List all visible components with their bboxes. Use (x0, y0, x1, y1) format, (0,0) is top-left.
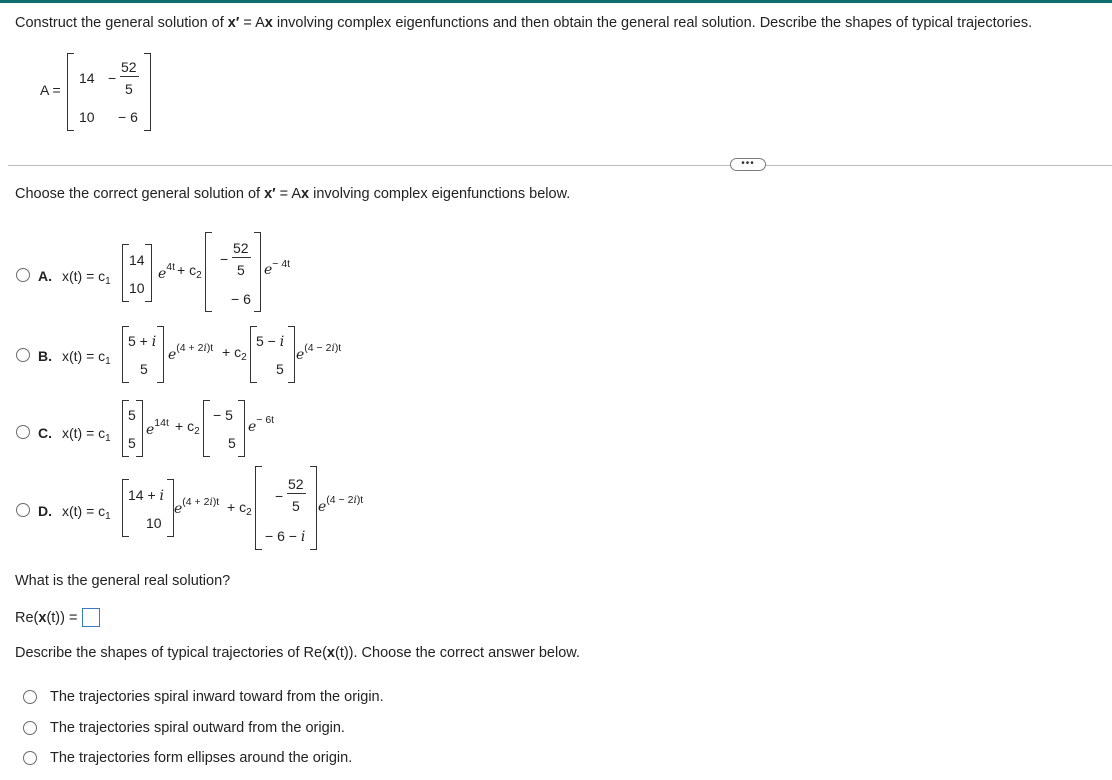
option-d-v1-bot: 10 (146, 515, 162, 531)
matrix-a-r2c2: − 6 (118, 109, 138, 125)
option-b-lhs: $x(t) = c_1$ (62, 348, 111, 367)
matrix-a-r1c1: 14 (79, 70, 95, 86)
option-b-radio[interactable] (16, 348, 30, 362)
trajectory-option-2-radio[interactable] (23, 721, 37, 735)
question-general-solution: Choose the correct general solution of x′ = Ax involving complex eigenfunctions below. (15, 186, 571, 202)
trajectory-option-3-radio[interactable] (23, 751, 37, 765)
option-b-v2-bot: 5 (276, 361, 284, 377)
matrix-a-r2c1: 10 (79, 109, 95, 125)
section-divider (8, 165, 1112, 166)
option-b-v1-bot: 5 (140, 361, 148, 377)
option-b-plus: + $c_2$ (222, 344, 247, 363)
question-real-solution: What is the general real solution? (15, 573, 231, 589)
matrix-a-label: A = (40, 82, 61, 98)
option-c-v2-bot: 5 (228, 435, 236, 451)
option-d-v2-bot: − 6 − i (265, 528, 306, 545)
option-d-letter: D. (38, 503, 52, 519)
more-button[interactable]: ••• (730, 158, 766, 171)
option-c-v1-top: 5 (128, 407, 136, 423)
option-a-v1-top: 14 (129, 252, 145, 268)
option-d-exp2: $e^{(4 - 2i)t}$ (318, 494, 364, 515)
option-a-letter: A. (38, 268, 52, 284)
trajectory-option-1-label: The trajectories spiral inward toward from the origin. (50, 689, 384, 705)
option-a-lhs: $x(t) = c_1$ (62, 268, 111, 287)
option-d-plus: + $c_2$ (227, 499, 252, 518)
option-d-v2-num: 52 (288, 476, 304, 492)
trajectory-option-1-radio[interactable] (23, 690, 37, 704)
option-c-v2-top: − 5 (213, 407, 233, 423)
option-c-plus: + $c_2$ (175, 418, 200, 437)
option-b-v2-top: 5 − i (256, 333, 285, 350)
option-c-exp1: $e^{14t}$ (146, 417, 169, 438)
option-b-letter: B. (38, 348, 52, 364)
option-a-radio[interactable] (16, 268, 30, 282)
matrix-a-r1c2-num: 52 (121, 59, 137, 75)
top-accent-bar (0, 0, 1112, 3)
option-c-lhs: $x(t) = c_1$ (62, 425, 111, 444)
real-solution-answer-input[interactable] (82, 608, 100, 627)
trajectory-option-2-label: The trajectories spiral outward from the origin. (50, 720, 345, 736)
option-d-v1-top: 14 + i (128, 487, 165, 504)
matrix-a-r1c2-sign: − (108, 70, 117, 86)
fraction-line (232, 257, 251, 258)
option-d-v2-sign: − (275, 488, 284, 504)
option-c-exp2: $e^{- 6t}$ (248, 414, 275, 435)
fraction-line (120, 76, 139, 77)
trajectory-option-3-label: The trajectories form ellipses around the origin. (50, 750, 353, 766)
option-d-radio[interactable] (16, 503, 30, 517)
question-trajectory-shapes: Describe the shapes of typical trajectories of Re(x(t)). Choose the correct answer below. (15, 645, 580, 661)
option-a-exp1: $e^{4t}$ (158, 261, 176, 282)
fraction-line (287, 493, 306, 494)
re-x-label: Re(x(t)) = (15, 610, 78, 626)
option-c-letter: C. (38, 425, 52, 441)
option-a-v2-num: 52 (233, 240, 249, 256)
option-c-v1-bot: 5 (128, 435, 136, 451)
option-a-v2-den: 5 (237, 262, 245, 278)
option-d-exp1: $e^{(4 + 2i)t}$ (174, 496, 220, 517)
problem-statement: Construct the general solution of x′ = Ax involving complex eigenfunctions and then obtain the general real solution. Describe the shapes of typical trajectories. (15, 15, 1033, 31)
option-d-lhs: $x(t) = c_1$ (62, 503, 111, 522)
option-b-exp2: $e^{(4 - 2i)t}$ (296, 342, 342, 363)
option-d-v2-den: 5 (292, 498, 300, 514)
option-a-v2-sign: − (220, 251, 229, 267)
option-b-exp1: $e^{(4 + 2i)t}$ (168, 342, 214, 363)
option-a-exp2: $e^{- 4t}$ (264, 258, 291, 278)
matrix-a-r1c2-den: 5 (125, 81, 133, 97)
option-a-v2-bot: − 6 (231, 291, 251, 307)
option-c-radio[interactable] (16, 425, 30, 439)
option-b-v1-top: 5 + i (128, 333, 157, 350)
option-a-v1-bot: 10 (129, 280, 145, 296)
option-a-plus: + $c_2$ (177, 262, 202, 281)
